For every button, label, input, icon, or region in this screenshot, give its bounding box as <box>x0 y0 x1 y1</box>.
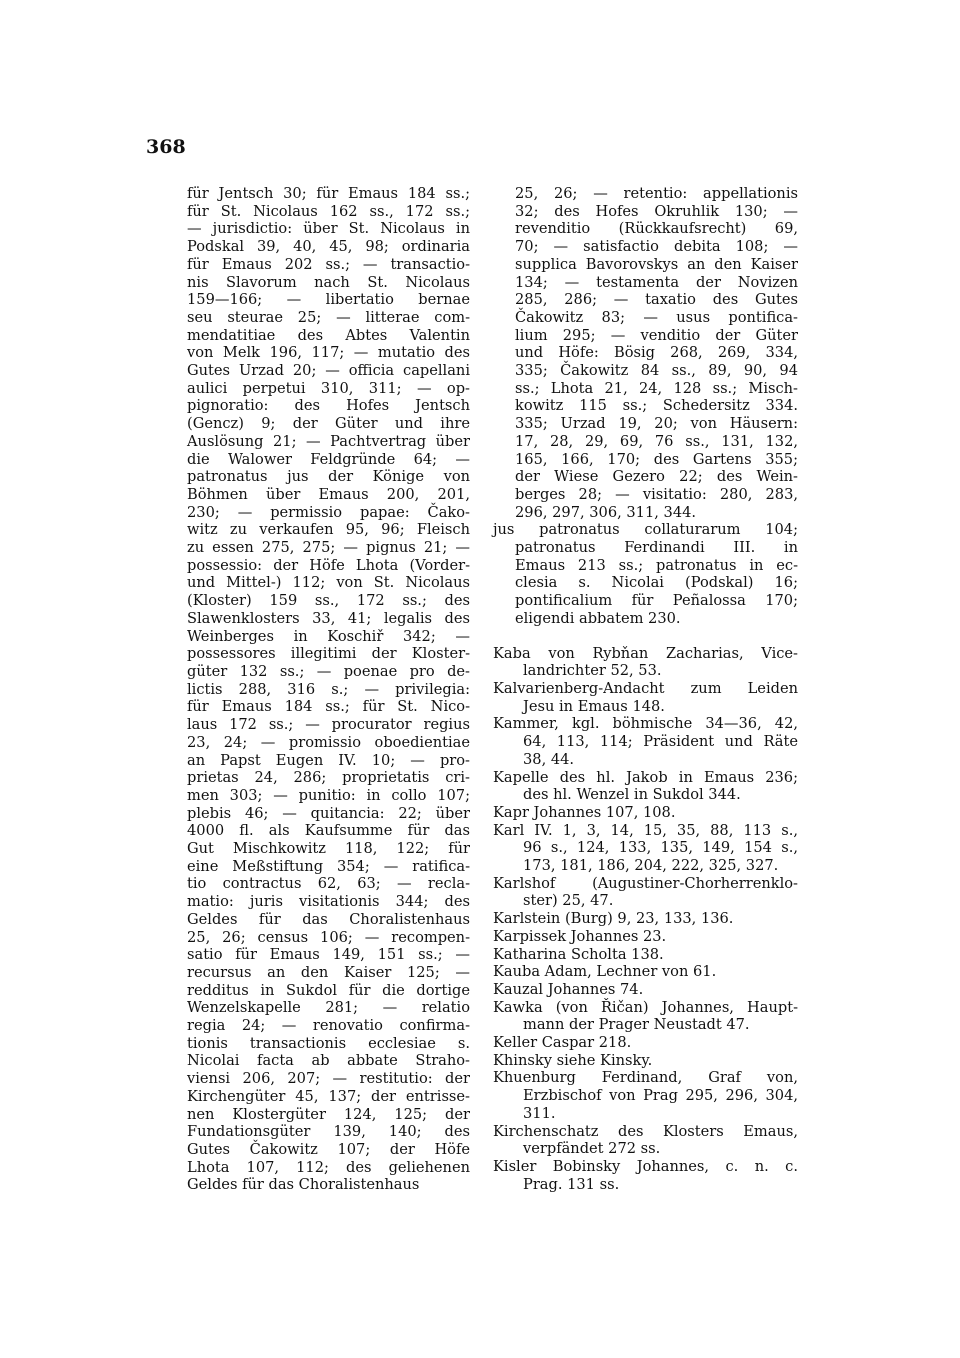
text-line: Nicolai facta ab abbate Straho- <box>187 1052 470 1070</box>
text-line: Kammer, kgl. böhmische 34—36, 42, <box>493 715 798 733</box>
text-line: Prag. 131 ss. <box>523 1175 620 1193</box>
text-line: supplica Bavorovskys an den Kaiser <box>515 255 798 273</box>
text-line: und Höfe: Bösig 268, 269, 334, <box>515 344 798 362</box>
text-line: nis Slavorum nach St. Nicolaus <box>187 273 470 291</box>
index-entry <box>493 822 798 875</box>
text-line: plebis 46; — quitancia: 22; über <box>187 804 470 822</box>
text-line: Geldes für das Choralistenhaus <box>187 1176 420 1194</box>
text-line: aulici perpetui 310, 311; — op- <box>187 379 470 397</box>
section-gap <box>493 628 798 645</box>
continuation-block <box>493 185 798 521</box>
text-line: men 303; — punitio: in collo 107; <box>187 786 470 804</box>
text-line: landrichter 52, 53. <box>523 662 662 680</box>
text-line: Kalvarienberg-Andacht zum Leiden <box>493 679 798 697</box>
text-line: possessores illegitimi der Kloster- <box>187 645 470 663</box>
text-line: Lhota 107, 112; des geliehenen <box>187 1158 470 1176</box>
text-line: der Wiese Gezero 22; des Wein- <box>515 468 798 486</box>
text-line: mann der Prager Neustadt 47. <box>523 1016 750 1034</box>
index-entry <box>493 1034 798 1052</box>
text-line: 134; — testamenta der Novizen <box>515 273 798 291</box>
index-entry <box>493 804 798 822</box>
text-line: 335; Čakowitz 84 ss., 89, 90, 94 <box>515 362 798 380</box>
text-line: prietas 24, 286; proprietatis cri- <box>187 769 470 787</box>
text-line: Emaus 213 ss.; patronatus in ec- <box>515 556 798 574</box>
text-line: jus patronatus collaturarum 104; <box>493 521 798 539</box>
text-line: Kaba von Rybňan Zacharias, Vice- <box>493 644 798 662</box>
text-line: 173, 181, 186, 204, 222, 325, 327. <box>523 857 779 875</box>
text-line: (Gencz) 9; der Güter und ihre <box>187 415 470 433</box>
text-line: 165, 166, 170; des Gartens 355; <box>515 450 798 468</box>
text-line: Podskal 39, 40, 45, 98; ordinaria <box>187 238 470 256</box>
text-line: 285, 286; — taxatio des Gutes <box>515 291 798 309</box>
index-entry <box>493 875 798 910</box>
text-line: viensi 206, 207; — restitutio: der <box>187 1070 470 1088</box>
text-line: tionis transactionis ecclesiae s. <box>187 1034 470 1052</box>
text-line: revenditio (Rückkaufsrecht) 69, <box>515 220 798 238</box>
index-column-left <box>187 185 470 1194</box>
text-line: possessio: der Höfe Lhota (Vorder- <box>187 556 470 574</box>
text-line: patronatus jus der Könige von <box>187 468 470 486</box>
text-line: Gutes Čakowitz 107; der Höfe <box>187 1140 470 1158</box>
text-line: für Emaus 202 ss.; — transactio- <box>187 255 470 273</box>
index-entry <box>493 769 798 804</box>
text-line: kowitz 115 ss.; Schedersitz 334. <box>515 397 798 415</box>
text-line: Kapr Johannes 107, 108. <box>493 803 676 821</box>
text-line: güter 132 ss.; — poenae pro de- <box>187 662 470 680</box>
text-line: 64, 113, 114; Präsident und Räte <box>523 733 798 751</box>
text-line: verpfändet 272 ss. <box>523 1140 661 1158</box>
text-line: 23, 24; — promissio oboedientiae <box>187 733 470 751</box>
text-line: clesia s. Nicolai (Podskal) 16; <box>515 574 798 592</box>
index-entry <box>493 910 798 928</box>
text-line: matio: juris visitationis 344; des <box>187 893 470 911</box>
jus-entry <box>493 521 798 627</box>
index-entry <box>493 999 798 1034</box>
text-line: Gutes Urzad 20; — officia capellani <box>187 362 470 380</box>
index-entries <box>493 645 798 1194</box>
text-line: Karpissek Johannes 23. <box>493 927 667 945</box>
text-line: 38, 44. <box>523 750 575 768</box>
text-line: eine Meßstiftung 354; — ratifica- <box>187 857 470 875</box>
text-line: für Emaus 184 ss.; für St. Nico- <box>187 698 470 716</box>
text-line: 335; Urzad 19, 20; von Häusern: <box>515 415 798 433</box>
text-line: Kisler Bobinsky Johannes, c. n. c. <box>493 1157 798 1175</box>
text-line: — jurisdictio: über St. Nicolaus in <box>187 220 470 238</box>
text-line: Kauzal Johannes 74. <box>493 980 644 998</box>
text-line: patronatus Ferdinandi III. in <box>515 539 798 557</box>
text-line: an Papst Eugen IV. 10; — pro- <box>187 751 470 769</box>
text-line: redditus in Sukdol für die dortige <box>187 981 470 999</box>
text-line: Böhmen über Emaus 200, 201, <box>187 485 470 503</box>
index-entry <box>493 715 798 768</box>
text-line: 311. <box>523 1104 556 1122</box>
text-line: (Kloster) 159 ss., 172 ss.; des <box>187 592 470 610</box>
index-entry <box>493 981 798 999</box>
text-line: ster) 25, 47. <box>523 892 614 910</box>
text-line: Kirchengüter 45, 137; der entrisse- <box>187 1087 470 1105</box>
text-line: 4000 fl. als Kaufsumme für das <box>187 822 470 840</box>
text-line: Kapelle des hl. Jakob in Emaus 236; <box>493 768 798 786</box>
text-line: satio für Emaus 149, 151 ss.; — <box>187 946 470 964</box>
text-line: 32; des Hofes Okruhlik 130; — <box>515 202 798 220</box>
text-line: Kirchenschatz des Klosters Emaus, <box>493 1122 798 1140</box>
text-line: 70; — satisfactio debita 108; — <box>515 238 798 256</box>
text-line: Kawka (von Řičan) Johannes, Haupt- <box>493 998 798 1016</box>
text-line: von Melk 196, 117; — mutatio des <box>187 344 470 362</box>
text-line: zu essen 275, 275; — pignus 21; — <box>187 539 470 557</box>
text-line: Khinsky siehe Kinsky. <box>493 1051 653 1069</box>
index-entry <box>493 946 798 964</box>
text-line: ss.; Lhota 21, 24, 128 ss.; Misch- <box>515 379 798 397</box>
text-line: recursus an den Kaiser 125; — <box>187 963 470 981</box>
index-entry <box>493 1123 798 1158</box>
page-number: 368 <box>146 136 186 158</box>
text-line: Kauba Adam, Lechner von 61. <box>493 963 717 981</box>
text-line: Erzbischof von Prag 295, 296, 304, <box>523 1087 798 1105</box>
text-line: pontificalium für Peñalossa 170; <box>515 592 798 610</box>
text-line: für Jentsch 30; für Emaus 184 ss.; <box>187 185 470 202</box>
text-line: Wenzelskapelle 281; — relatio <box>187 999 470 1017</box>
text-line: Karl IV. 1, 3, 14, 15, 35, 88, 113 s., <box>493 821 798 839</box>
text-line: Čakowitz 83; — usus pontifica- <box>515 308 798 326</box>
text-line: Weinberges in Koschiř 342; — <box>187 627 470 645</box>
index-entry <box>493 680 798 715</box>
text-line: regia 24; — renovatio confirma- <box>187 1017 470 1035</box>
text-line: 296, 297, 306, 311, 344. <box>515 503 697 521</box>
text-line: tio contractus 62, 63; — recla- <box>187 875 470 893</box>
index-entry <box>493 1052 798 1070</box>
text-line: Auslösung 21; — Pachtvertrag über <box>187 432 470 450</box>
text-line: 17, 28, 29, 69, 76 ss., 131, 132, <box>515 432 798 450</box>
text-line: die Walower Feldgründe 64; — <box>187 450 470 468</box>
text-line: Keller Caspar 218. <box>493 1034 632 1052</box>
text-line: witz zu verkaufen 95, 96; Fleisch <box>187 521 470 539</box>
index-entry <box>493 645 798 680</box>
index-entry <box>493 1069 798 1122</box>
index-entry <box>493 928 798 946</box>
text-line: nen Klostergüter 124, 125; der <box>187 1105 470 1123</box>
index-entry <box>493 963 798 981</box>
text-line: für St. Nicolaus 162 ss., 172 ss.; <box>187 202 470 220</box>
index-entry <box>493 1158 798 1193</box>
text-line: Gut Mischkowitz 118, 122; für <box>187 840 470 858</box>
text-line: des hl. Wenzel in Sukdol 344. <box>523 786 741 804</box>
text-line: Katharina Scholta 138. <box>493 945 664 963</box>
text-line: 25, 26; census 106; — recompen- <box>187 928 470 946</box>
text-line: Geldes für das Choralistenhaus <box>187 910 470 928</box>
text-line: lium 295; — venditio der Güter <box>515 326 798 344</box>
index-column-right <box>493 185 798 1193</box>
text-line: pignoratio: des Hofes Jentsch <box>187 397 470 415</box>
text-line: berges 28; — visitatio: 280, 283, <box>515 485 798 503</box>
text-line: lictis 288, 316 s.; — privilegia: <box>187 680 470 698</box>
text-line: Jesu in Emaus 148. <box>523 697 665 715</box>
text-line: Karlshof (Augustiner-Chorherrenklo- <box>493 874 798 892</box>
text-line: und Mittel-) 112; von St. Nicolaus <box>187 574 470 592</box>
text-line: Fundationsgüter 139, 140; des <box>187 1123 470 1141</box>
text-line: 230; — permissio papae: Čako- <box>187 503 470 521</box>
text-line: Khuenburg Ferdinand, Graf von, <box>493 1069 798 1087</box>
text-line: Slawenklosters 33, 41; legalis des <box>187 609 470 627</box>
text-line: seu steurae 25; — litterae com- <box>187 308 470 326</box>
text-line: Karlstein (Burg) 9, 23, 133, 136. <box>493 910 734 928</box>
text-line: 25, 26; — retentio: appellationis <box>515 185 798 202</box>
text-line: 96 s., 124, 133, 135, 149, 154 s., <box>523 839 798 857</box>
text-line: eligendi abbatem 230. <box>515 609 681 627</box>
text-line: laus 172 ss.; — procurator regius <box>187 716 470 734</box>
text-line: 159—166; — libertatio bernae <box>187 291 470 309</box>
text-line: mendatitiae des Abtes Valentin <box>187 326 470 344</box>
